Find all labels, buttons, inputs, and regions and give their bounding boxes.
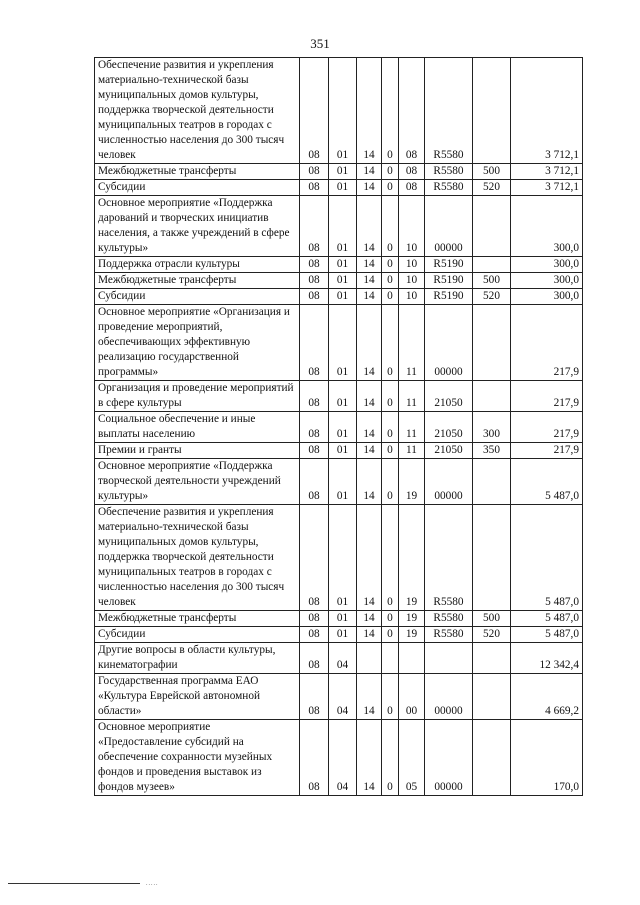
footnote-divider [8,883,140,884]
expense-type-code-cell [473,720,511,796]
expense-type-code-cell [473,505,511,611]
table-row [95,412,583,443]
row-name-cell: Межбюджетные трансферты [95,164,300,180]
direction-code-cell: R5190 [425,257,473,273]
subprogram-code-cell: 0 [382,412,399,443]
table-row [95,627,583,643]
section-code-cell: 08 [300,381,329,412]
subprogram-code-cell: 0 [382,289,399,305]
section-code-cell: 08 [300,58,329,164]
subsection-code-cell: 01 [329,627,357,643]
expense-type-code-cell [473,196,511,257]
row-name-cell: Другие вопросы в области культуры, кинематографии [95,643,300,674]
amount-cell: 3 712,1 [511,58,583,164]
direction-code-cell: 00000 [425,459,473,505]
row-name-cell: Основное мероприятие «Поддержка дарований и творческих инициатив населения, а также учреждений в сфере культуры» [95,196,300,257]
row-name-cell: Премии и гранты [95,443,300,459]
row-name-cell: Государственная программа ЕАО «Культура Еврейской автономной области» [95,674,300,720]
direction-code-cell: R5580 [425,164,473,180]
program-code-cell: 14 [357,289,382,305]
activity-code-cell: 11 [399,412,425,443]
table-row [95,381,583,412]
table-row [95,164,583,180]
expense-type-code-cell: 520 [473,627,511,643]
section-code-cell: 08 [300,164,329,180]
subsection-code-cell: 04 [329,720,357,796]
expense-type-code-cell [473,381,511,412]
amount-cell: 300,0 [511,257,583,273]
section-code-cell: 08 [300,643,329,674]
expense-type-code-cell: 300 [473,412,511,443]
activity-code-cell: 19 [399,611,425,627]
subsection-code-cell: 01 [329,180,357,196]
section-code-cell: 08 [300,459,329,505]
amount-cell: 5 487,0 [511,505,583,611]
program-code-cell: 14 [357,505,382,611]
program-code-cell: 14 [357,720,382,796]
expense-type-code-cell: 520 [473,180,511,196]
row-name-cell: Обеспечение развития и укрепления материально-технической базы муниципальных домов культуры, поддержка творческой деятельности муниципальных театров в городах с численностью населения до 300 тысяч человек [95,505,300,611]
table-row [95,674,583,720]
amount-cell: 3 712,1 [511,180,583,196]
subprogram-code-cell: 0 [382,305,399,381]
table-row [95,58,583,164]
table-row [95,257,583,273]
section-code-cell: 08 [300,305,329,381]
table-body [95,58,583,796]
activity-code-cell: 10 [399,196,425,257]
subsection-code-cell: 01 [329,273,357,289]
row-name-cell: Субсидии [95,627,300,643]
subprogram-code-cell: 0 [382,58,399,164]
section-code-cell: 08 [300,674,329,720]
amount-cell: 217,9 [511,412,583,443]
activity-code-cell: 11 [399,305,425,381]
expense-type-code-cell [473,674,511,720]
section-code-cell: 08 [300,611,329,627]
row-name-cell: Основное мероприятие «Организация и проведение мероприятий, обеспечивающих эффективную реализацию государственной программы» [95,305,300,381]
program-code-cell: 14 [357,196,382,257]
activity-code-cell: 08 [399,58,425,164]
row-name-cell: Социальное обеспечение и иные выплаты населению [95,412,300,443]
subsection-code-cell: 01 [329,257,357,273]
program-code-cell: 14 [357,381,382,412]
program-code-cell [357,643,382,674]
program-code-cell: 14 [357,58,382,164]
amount-cell: 5 487,0 [511,611,583,627]
amount-cell: 217,9 [511,443,583,459]
row-name-cell: Субсидии [95,289,300,305]
section-code-cell: 08 [300,720,329,796]
activity-code-cell: 19 [399,505,425,611]
section-code-cell: 08 [300,412,329,443]
direction-code-cell [425,643,473,674]
table-row [95,443,583,459]
expense-type-code-cell [473,459,511,505]
amount-cell: 217,9 [511,305,583,381]
section-code-cell: 08 [300,443,329,459]
row-name-cell: Субсидии [95,180,300,196]
row-name-cell: Основное мероприятие «Предоставление субсидий на обеспечение сохранности музейных фондов и проведения выставок из фондов музеев» [95,720,300,796]
subprogram-code-cell: 0 [382,180,399,196]
section-code-cell: 08 [300,180,329,196]
activity-code-cell: 08 [399,180,425,196]
expense-type-code-cell: 520 [473,289,511,305]
table-row [95,289,583,305]
program-code-cell: 14 [357,627,382,643]
direction-code-cell: R5190 [425,289,473,305]
program-code-cell: 14 [357,164,382,180]
amount-cell: 3 712,1 [511,164,583,180]
activity-code-cell: 19 [399,627,425,643]
subsection-code-cell: 01 [329,196,357,257]
subprogram-code-cell: 0 [382,443,399,459]
subsection-code-cell: 01 [329,459,357,505]
table-row [95,273,583,289]
expense-type-code-cell [473,305,511,381]
subprogram-code-cell: 0 [382,164,399,180]
direction-code-cell: R5580 [425,627,473,643]
activity-code-cell: 00 [399,674,425,720]
activity-code-cell: 10 [399,257,425,273]
program-code-cell: 14 [357,611,382,627]
table-row [95,459,583,505]
subsection-code-cell: 01 [329,305,357,381]
subsection-code-cell: 01 [329,505,357,611]
expense-type-code-cell: 500 [473,611,511,627]
program-code-cell: 14 [357,443,382,459]
budget-table [94,57,583,796]
direction-code-cell: R5580 [425,180,473,196]
direction-code-cell: 00000 [425,305,473,381]
direction-code-cell: 00000 [425,196,473,257]
activity-code-cell: 11 [399,443,425,459]
subprogram-code-cell: 0 [382,627,399,643]
expense-type-code-cell: 500 [473,164,511,180]
activity-code-cell: 10 [399,289,425,305]
expense-type-code-cell [473,257,511,273]
subprogram-code-cell: 0 [382,381,399,412]
table-row [95,180,583,196]
program-code-cell: 14 [357,305,382,381]
section-code-cell: 08 [300,196,329,257]
amount-cell: 300,0 [511,289,583,305]
footnote-mark: ..... [146,881,159,887]
activity-code-cell: 11 [399,381,425,412]
subprogram-code-cell: 0 [382,505,399,611]
subprogram-code-cell: 0 [382,196,399,257]
subsection-code-cell: 01 [329,611,357,627]
subsection-code-cell: 01 [329,381,357,412]
activity-code-cell: 05 [399,720,425,796]
subsection-code-cell: 01 [329,164,357,180]
amount-cell: 5 487,0 [511,627,583,643]
amount-cell: 300,0 [511,196,583,257]
subprogram-code-cell: 0 [382,674,399,720]
activity-code-cell: 10 [399,273,425,289]
direction-code-cell: R5190 [425,273,473,289]
subprogram-code-cell: 0 [382,273,399,289]
subprogram-code-cell: 0 [382,611,399,627]
row-name-cell: Организация и проведение мероприятий в сфере культуры [95,381,300,412]
direction-code-cell: 00000 [425,674,473,720]
activity-code-cell [399,643,425,674]
direction-code-cell: 00000 [425,720,473,796]
direction-code-cell: R5580 [425,611,473,627]
amount-cell: 12 342,4 [511,643,583,674]
program-code-cell: 14 [357,180,382,196]
row-name-cell: Межбюджетные трансферты [95,273,300,289]
direction-code-cell: 21050 [425,443,473,459]
expense-type-code-cell [473,643,511,674]
table-row [95,196,583,257]
subprogram-code-cell: 0 [382,257,399,273]
subprogram-code-cell: 0 [382,720,399,796]
amount-cell: 5 487,0 [511,459,583,505]
amount-cell: 300,0 [511,273,583,289]
row-name-cell: Обеспечение развития и укрепления материально-технической базы муниципальных домов культуры, поддержка творческой деятельности муниципальных театров в городах с численностью населения до 300 тысяч человек [95,58,300,164]
subsection-code-cell: 01 [329,58,357,164]
table-row [95,611,583,627]
amount-cell: 4 669,2 [511,674,583,720]
activity-code-cell: 19 [399,459,425,505]
program-code-cell: 14 [357,257,382,273]
expense-type-code-cell [473,58,511,164]
program-code-cell: 14 [357,273,382,289]
table-row [95,643,583,674]
expense-type-code-cell: 500 [473,273,511,289]
direction-code-cell: 21050 [425,381,473,412]
subprogram-code-cell [382,643,399,674]
direction-code-cell: R5580 [425,505,473,611]
subsection-code-cell: 04 [329,674,357,720]
section-code-cell: 08 [300,273,329,289]
section-code-cell: 08 [300,627,329,643]
direction-code-cell: R5580 [425,58,473,164]
page-number: 351 [310,36,330,51]
table-row [95,505,583,611]
direction-code-cell: 21050 [425,412,473,443]
subsection-code-cell: 04 [329,643,357,674]
section-code-cell: 08 [300,289,329,305]
program-code-cell: 14 [357,459,382,505]
activity-code-cell: 08 [399,164,425,180]
row-name-cell: Основное мероприятие «Поддержка творческой деятельности учреждений культуры» [95,459,300,505]
row-name-cell: Поддержка отрасли культуры [95,257,300,273]
subsection-code-cell: 01 [329,412,357,443]
section-code-cell: 08 [300,505,329,611]
table-row [95,305,583,381]
amount-cell: 170,0 [511,720,583,796]
row-name-cell: Межбюджетные трансферты [95,611,300,627]
subprogram-code-cell: 0 [382,459,399,505]
expense-type-code-cell: 350 [473,443,511,459]
subsection-code-cell: 01 [329,443,357,459]
section-code-cell: 08 [300,257,329,273]
program-code-cell: 14 [357,412,382,443]
table-row [95,720,583,796]
program-code-cell: 14 [357,674,382,720]
subsection-code-cell: 01 [329,289,357,305]
amount-cell: 217,9 [511,381,583,412]
